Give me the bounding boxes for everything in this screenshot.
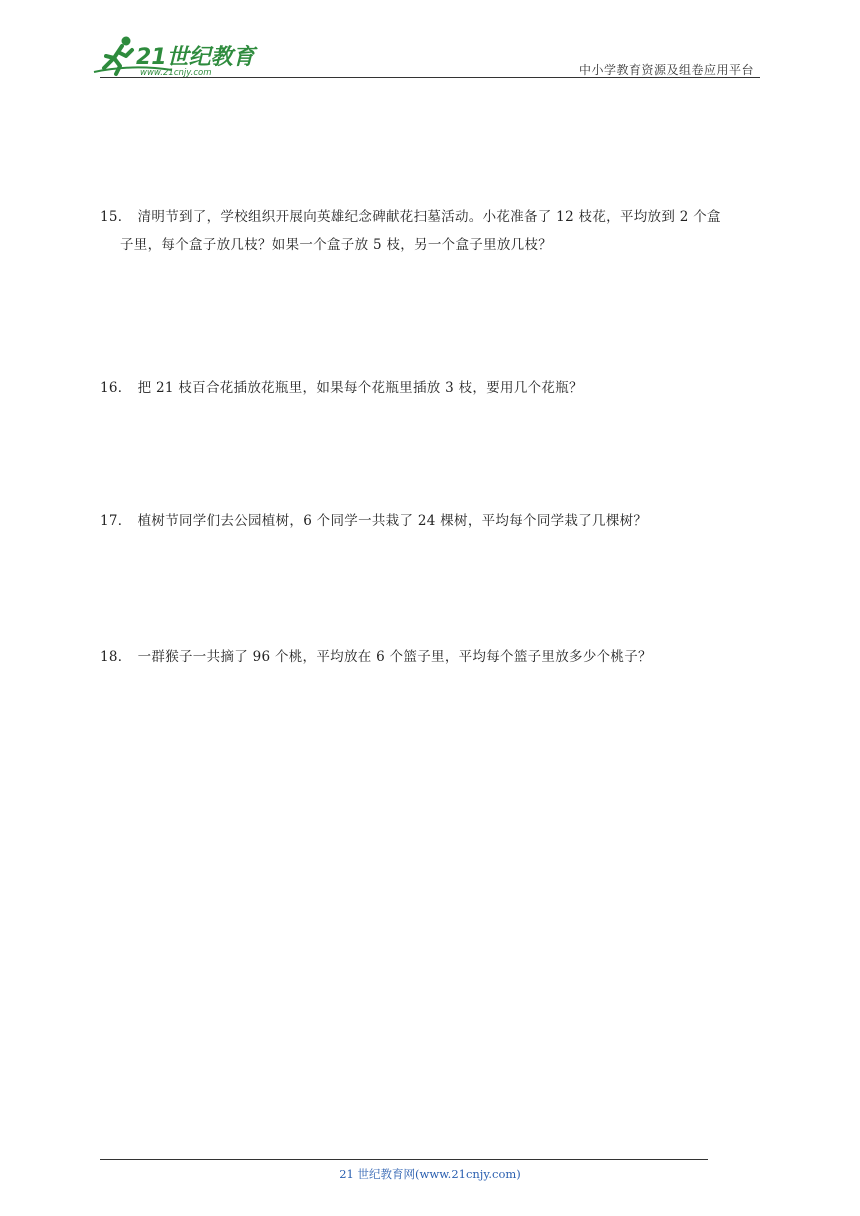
- question-17: [100, 507, 765, 535]
- question-number: 18．: [100, 649, 132, 665]
- page-header: [0, 0, 860, 90]
- question-text-line2: 子里，每个盒子放几枝？如果一个盒子放 5 枝，另一个盒子里放几枝？: [120, 237, 553, 253]
- question-text: 把 21 枝百合花插放花瓶里，如果每个花瓶里插放 3 枝，要用几个花瓶？: [137, 380, 583, 396]
- question-number: 15．: [100, 209, 132, 225]
- question-number: 17．: [100, 513, 132, 529]
- platform-name: 中小学教育资源及组卷应用平台: [578, 63, 754, 77]
- site-logo: [92, 34, 262, 80]
- footer-text: 21 世纪教育网(www.21cnjy.com): [339, 1167, 521, 1181]
- question-16: [100, 374, 765, 402]
- header-divider: [100, 77, 760, 78]
- question-18: [100, 643, 765, 671]
- footer-divider: [100, 1159, 708, 1160]
- logo-url-text: www.21cnjy.com: [140, 68, 212, 78]
- question-number: 16．: [100, 380, 132, 396]
- runner-logo-icon: [92, 34, 262, 80]
- logo-brand-text: 21世纪教育: [136, 45, 255, 70]
- question-15: [100, 203, 765, 259]
- question-text: 一群猴子一共摘了 96 个桃，平均放在 6 个篮子里，平均每个篮子里放多少个桃子？: [137, 649, 652, 665]
- question-text: 植树节同学们去公园植树，6 个同学一共栽了 24 棵树，平均每个同学栽了几棵树？: [137, 513, 648, 529]
- question-text-line1: 清明节到了，学校组织开展向英雄纪念碑献花扫墓活动。小花准备了 12 枝花，平均放到 2 个盒: [137, 209, 721, 225]
